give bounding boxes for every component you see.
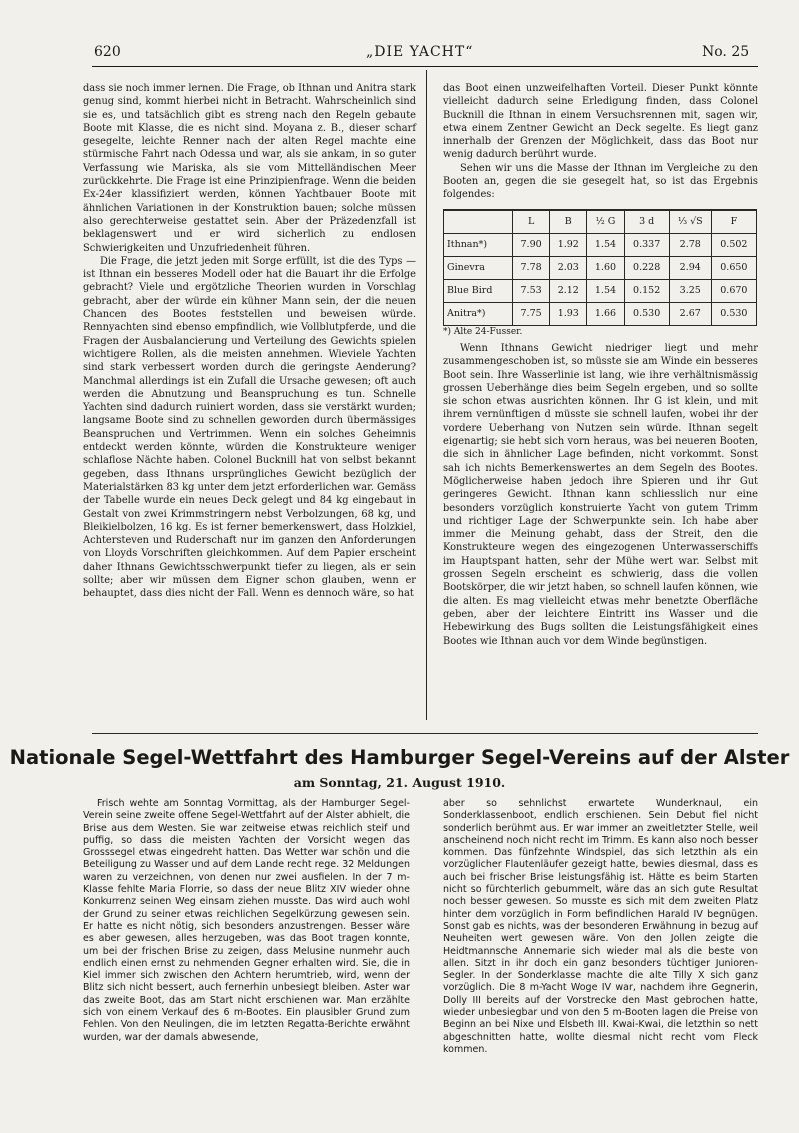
comparison-table xyxy=(443,209,757,326)
table-row xyxy=(444,256,757,279)
left-column xyxy=(83,82,416,601)
right-column xyxy=(443,82,758,648)
table-header: ⅓ √S xyxy=(669,210,711,234)
table-header: ½ G xyxy=(587,210,624,234)
table-header-row xyxy=(444,210,757,234)
table-cell: Ginevra xyxy=(444,256,513,279)
article-right-column xyxy=(443,798,758,1056)
table-cell: 1.60 xyxy=(587,256,624,279)
paragraph: Die Frage, die jetzt jeden mit Sorge erfüllt, ist die des Typs — ist Ithnan ein besseres Modell oder hat die Bauart ihr die Erfolge gebracht? Viele und ergötzliche Theorien wurden in Vorschlag gebracht, aber der würde ein kühner Mann sein, der die neuen Chancen des Bootes feststellen und beweisen würde. Rennyachten sind ebenso empfindlich, wie Vollblutpferde, und die Fragen der Ausbalancierung und Verteilung des Gewichts spielen wichtigere Rollen, als die meisten annehmen. Wieviele Yachten sind stark verbessert worden durch die geringste Aenderung? Manchmal allerdings ist ein Zufall die Ursache gewesen; oft auch werden die Abnutzung und Beanspruchung es tun. Schnelle Yachten sind dadurch ruiniert worden, dass sie verstärkt wurden; langsame Boote sind zu schnellen geworden durch übermässiges Beanspruchen und Vertrimmen. Wenn ein solches Geheimnis entdeckt werden könnte, würden die Konstrukteure weniger schlaflose Nächte haben. Colonel Bucknill hat von selbst bekannt gegeben, dass Ithnans ursprüngliches Gewicht bezüglich der Materialstärken 83 kg unter dem jetzt erforderlichen war. Gemäss der Tabelle wurde ein neues Deck gelegt und 84 kg eingebaut in Gestalt von zwei Krimmstringern nebst Verbolzungen, 68 kg, und Bleikielbolzen, 16 kg. Es ist ferner bemerkenswert, dass Holzkiel, Achtersteven und Ruderschaft nur im ganzen den Anforderungen von Lloyds Vorschriften gleichkommen. Auf dem Papier erscheint daher Ithnans Gewichtsschwerpunkt tiefer zu liegen, als er sein sollte; aber wir müssen dem Eigner schon glauben, wenn er behauptet, dass dies nicht der Fall. Wenn es dennoch wäre, so hat xyxy=(83,255,416,600)
table-cell: 7.75 xyxy=(513,302,550,325)
table-cell: 1.93 xyxy=(550,302,587,325)
table-row xyxy=(444,279,757,302)
table-footnote: *) Alte 24-Fusser. xyxy=(443,326,523,337)
table-cell: 0.530 xyxy=(711,302,756,325)
table-cell: 1.92 xyxy=(550,233,587,256)
paragraph: dass sie noch immer lernen. Die Frage, ob Ithnan und Anitra stark genug sind, kommt hierbei nicht in Betracht. Wahrscheinlich sind sie es, und tatsächlich gibt es streng nach den Regeln gebaute Boote mit Klasse, die es nicht sind. Moyana z. B., dieser scharf gesegelte, leichte Renner nach der alten Regel machte eine stürmische Fahrt nach Odessa und war, als sie ankam, in so guter Verfassung wie Mariska, als sie vom Mittelländischen Meer zurückkehrte. Die Frage ist eine Prinzipienfrage. Wenn die beiden Ex-24er klassifiziert werden, können Yachtbauer Boote mit ähnlichen Variationen in der Konstruktion bauen; solche müssen also gerechterweise gestattet sein. Aber der Präzedenzfall ist beklagenswert und er wird sicherlich zu endlosen Schwierigkeiten und Unzufriedenheit führen. xyxy=(83,83,416,254)
table-header: 3 d xyxy=(624,210,669,234)
table-cell: 1.66 xyxy=(587,302,624,325)
table-row xyxy=(444,233,757,256)
column-divider xyxy=(426,70,427,720)
table-cell: 1.54 xyxy=(587,279,624,302)
article-title: Nationale Segel-Wettfahrt des Hamburger Segel-Vereins auf der Alster xyxy=(9,746,790,769)
table-cell: 0.502 xyxy=(711,233,756,256)
table-cell: 7.78 xyxy=(513,256,550,279)
table-cell: 2.67 xyxy=(669,302,711,325)
table-cell: 2.78 xyxy=(669,233,711,256)
table-cell: 0.152 xyxy=(624,279,669,302)
table-cell: 0.337 xyxy=(624,233,669,256)
section-rule xyxy=(92,733,758,734)
table-cell: 0.650 xyxy=(711,256,756,279)
table-cell: 3.25 xyxy=(669,279,711,302)
table-cell: 2.12 xyxy=(550,279,587,302)
table-header xyxy=(444,210,513,234)
issue-number: No. 25 xyxy=(702,44,750,60)
paragraph: Sehen wir uns die Masse der Ithnan im Vergleiche zu den Booten an, gegen die sie gesegelt hat, so ist das Ergebnis folgendes: xyxy=(443,162,758,201)
article-left-column xyxy=(83,798,410,1044)
table-row xyxy=(444,302,757,325)
paragraph: das Boot einen unzweifelhaften Vorteil. Dieser Punkt könnte vielleicht dadurch seine Erledigung finden, dass Colonel Bucknill die Ithnan in einem Versuchsrennen mit, sagen wir, etwa einem Zentner Gewicht an Deck segelte. Es liegt ganz innerhalb der Grenzen der Möglichkeit, dass das Boot nur wenig dadurch berührt wurde. xyxy=(443,83,758,161)
page-number: 620 xyxy=(94,44,121,60)
table-cell: 2.94 xyxy=(669,256,711,279)
table-header: F xyxy=(711,210,756,234)
article-subtitle: am Sonntag, 21. August 1910. xyxy=(293,775,506,790)
table-cell: Ithnan*) xyxy=(444,233,513,256)
table-header: B xyxy=(550,210,587,234)
paragraph: Wenn Ithnans Gewicht niedriger liegt und mehr zusammengeschoben ist, so müsste sie am Winde ein besseres Boot sein. Ihre Wasserlinie ist lang, wie ihre verhältnismässig grossen Ueberhänge dies beim Segeln ergeben, und so sollte sie schon etwas ausrichten können. Ihr G ist klein, und mit ihrem vernünftigen d müsste sie schnell laufen, wobei ihr der vordere Ueberhang von Nutzen sein würde. Ithnan segelt eigenartig; sie hebt sich vorn heraus, was bei neueren Booten, die sich in ähnlicher Lage befinden, nicht vorkommt. Sonst sah ich nichts Bemerkenswertes an dem Segeln des Bootes. Möglicherweise haben jedoch ihre Spieren und ihr Gut geringeres Gewicht. Ithnan kann schliesslich nur eine besonders vorzüglich konstruierte Yacht von gutem Trimm und richtiger Lage der Schwerpunkte sein. Ich habe aber immer die Meinung gehabt, dass der Streit, den die Konstrukteure wegen des eingezogenen Unterwasserschiffs im Hauptspant hatten, sehr der Mühe wert war. Selbst mit grossen Segeln erscheint es schwierig, dass die vollen Bootskörper, die wir jetzt haben, so schnell laufen können, wie die alten. Es mag vielleicht etwas mehr benetzte Oberfläche geben, aber der leichtere Eintritt ins Wasser und die Hebewirkung des Bugs sollten die Leistungsfähigkeit eines Bootes wie Ithnan auch vor dem Winde begünstigen. xyxy=(443,342,758,647)
journal-title: „DIE YACHT“ xyxy=(366,44,474,60)
paragraph: Frisch wehte am Sonntag Vormittag, als der Hamburger Segel-Verein seine zweite offene Segel-Wettfahrt auf der Alster abhielt, die Brise aus dem Westen. Sie war zeitweise etwas reichlich steif und puffig, so dass die meisten Yachten der Vorsicht wegen das Grosssegel etwas eingedreht hatten. Das Wetter war schön und die Beteiligung zu Wasser und auf dem Lande recht rege. 32 Meldungen waren zu verzeichnen, von denen nur zwei ausfielen. In der 7 m-Klasse fehlte Maria Florrie, so dass der neue Blitz XIV wieder ohne Konkurrenz seinen Weg einsam ziehen musste. Das wird auch wohl der Grund zu seiner etwas reichlichen Segelkürzung gewesen sein. Er hatte es nicht nötig, sich besonders anzustrengen. Besser wäre es aber gewesen, alles herzugeben, was das Boot tragen konnte, um bei der frischen Brise zu zeigen, dass Melusine nunmehr auch endlich einen ernst zu nehmenden Gegner erhalten wird. Sie, die in Kiel immer sich zwischen den Achtern herumtrieb, wird, wenn der Blitz sich nicht bessert, auch fernerhin unbesiegt bleiben. Aster war das zweite Boot, das am Start nicht erschienen war. Man erzählte sich von einem Verkauf des 6 m-Bootes. Ein plausibler Grund zum Fehlen. Von den Neulingen, die im letzten Regatta-Berichte erwähnt wurden, war der damals abwesende, xyxy=(83,798,410,1043)
table-cell: 2.03 xyxy=(550,256,587,279)
table-cell: Anitra*) xyxy=(444,302,513,325)
table-cell: 0.670 xyxy=(711,279,756,302)
table-cell: 7.53 xyxy=(513,279,550,302)
table-cell: 7.90 xyxy=(513,233,550,256)
table-cell: 0.530 xyxy=(624,302,669,325)
table-cell: Blue Bird xyxy=(444,279,513,302)
header-rule xyxy=(92,66,758,67)
table-cell: 0.228 xyxy=(624,256,669,279)
table-header: L xyxy=(513,210,550,234)
paragraph: aber so sehnlichst erwartete Wunderknaul, ein Sonderklassenboot, endlich erschienen. Sein Debut fiel nicht sonderlich berühmt aus. Er war immer an zweitletzter Stelle, weil anscheinend noch nicht recht im Trimm. Es kann also noch besser kommen. Das fünfzehnte Windspiel, das sich letzthin als ein vorzüglicher Flautenläufer gezeigt hatte, bewies diesmal, dass es auch bei frischer Brise leistungsfähig ist. Hätte es beim Starten nicht so fürchterlich gebummelt, wäre das an sich gute Resultat noch besser gewesen. So musste es sich mit dem zweiten Platz hinter dem vorzüglich in Form befindlichen Harald IV begnügen. Sonst gab es nichts, was der besonderen Erwähnung in bezug auf Neuheiten wert gewesen wäre. Von den Jollen zeigte die Heidtmannsche Annemarie sich wieder mal als die beste von allen. Sitzt in ihr doch ein ganz besonders tüchtiger Junioren-Segler. In der Sonderklasse machte die alte Tilly X sich ganz vorzüglich. Die 8 m-Yacht Woge IV war, nachdem ihre Gegnerin, Dolly III bereits auf der Vorstrecke den Mast gebrochen hatte, wieder unbesiegbar und von den 5 m-Booten lagen die Preise von Beginn an bei Nixe und Elsbeth III. Kwai-Kwai, die letzthin so nett abgeschnitten hatte, wollte diesmal nicht recht vom Fleck kommen. xyxy=(443,798,758,1055)
table-cell: 1.54 xyxy=(587,233,624,256)
